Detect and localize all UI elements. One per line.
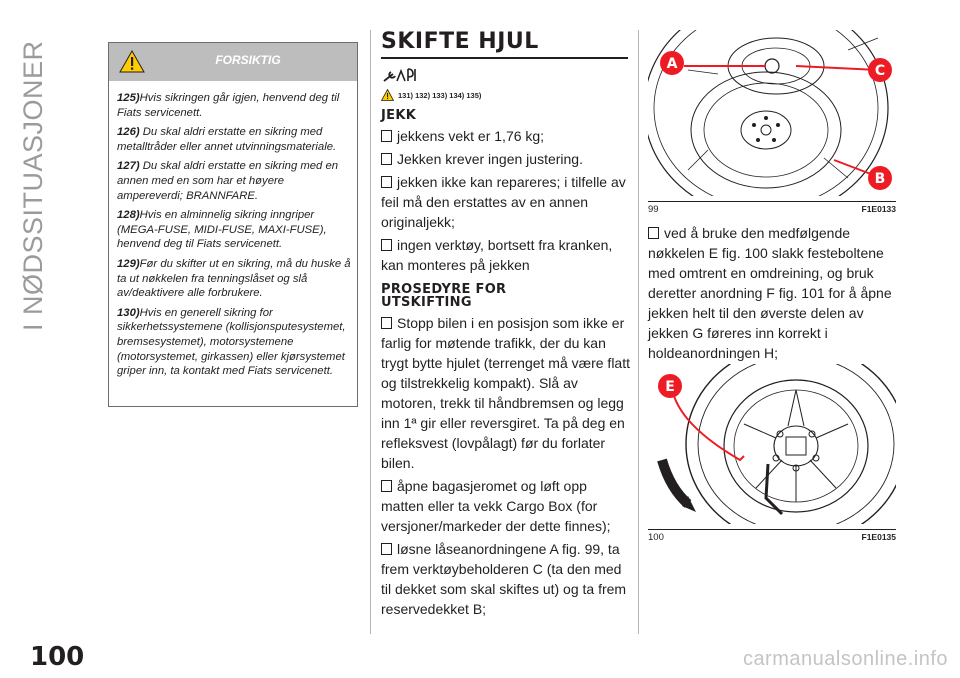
figure-code: F1E0135 xyxy=(861,532,896,542)
callout-b xyxy=(868,166,892,190)
figure-rule xyxy=(648,529,896,530)
callout-label: E xyxy=(665,379,675,395)
procedure-heading: PROSEDYRE FOR UTSKIFTING xyxy=(381,282,507,310)
figure-rule xyxy=(648,201,896,202)
tools-icon xyxy=(381,65,421,85)
checkbox-bullet-icon xyxy=(381,543,392,555)
column-divider xyxy=(638,30,639,634)
callout-e xyxy=(658,374,682,398)
figure-caption xyxy=(648,204,896,215)
wheel-bolts-illustration xyxy=(648,364,896,524)
column-divider xyxy=(370,30,371,634)
bullet-item: Stopp bilen i en posisjon som ikke er farlig for møtende trafikk, der du kan trygt bytte hjulet (terrenget må være flatt og tilstrekkelig kompakt). Slå av motoren, trekk til håndbremsen og legg inn 1ª gir eller reversgiret. Ta på deg en refleksvest (lovpålagt) før du forlater bilen. xyxy=(381,315,630,471)
callout-label: A xyxy=(666,56,678,72)
caution-note: 129)Før du skifter ut en sikring, må du huske å ta ut nøkkelen fra tenningslåset og slå av/deaktivere alle forbrukere. xyxy=(117,257,351,300)
bullet-item: Jekken krever ingen justering. xyxy=(381,149,631,169)
callout-c xyxy=(868,58,892,82)
checkbox-bullet-icon xyxy=(381,239,392,251)
figure-100 xyxy=(648,364,896,543)
jekk-heading: JEKK xyxy=(381,108,417,123)
checkbox-bullet-icon xyxy=(381,153,392,165)
spare-wheel-illustration xyxy=(648,30,896,196)
reference-row xyxy=(381,89,631,101)
bullet-item: ingen verktøy, bortsett fra kranken, kan monteres på jekken xyxy=(381,237,613,273)
chapter-title: I NØDSSITUASJONER xyxy=(18,40,48,331)
page-number: 100 xyxy=(30,642,85,672)
reference-numbers: 131) 132) 133) 134) 135) xyxy=(398,90,482,100)
figure-caption xyxy=(648,532,896,543)
bullet-item: åpne bagasjeromet og løft opp matten eller ta vekk Cargo Box (for versjoner/markeder der dette finnes); xyxy=(381,478,611,534)
figure-code: F1E0133 xyxy=(861,204,896,214)
caution-header xyxy=(109,43,357,81)
caution-box xyxy=(108,42,358,407)
checkbox-bullet-icon xyxy=(648,227,659,239)
checkbox-bullet-icon xyxy=(381,130,392,142)
checkbox-bullet-icon xyxy=(381,480,392,492)
checkbox-bullet-icon xyxy=(381,317,392,329)
main-column xyxy=(381,30,631,622)
caution-note: 130)Hvis en generell sikring for sikkerhetssystemene (kollisjonsputesystemet, bremsesystemet), motorsystemene (motorsystemet, girkassen) eller kjørsystemet griper inn, ta kontakt med Fiats servicenett. xyxy=(117,306,346,378)
bullet-item: jekkens vekt er 1,76 kg; xyxy=(381,126,631,146)
caution-title: FORSIKTIG xyxy=(215,53,281,67)
heading-rule xyxy=(381,57,628,59)
right-column xyxy=(648,223,898,366)
watermark: carmanualsonline.info xyxy=(742,648,948,670)
caution-note: 127) Du skal aldri erstatte en sikring med en annen med en som har et høyere ampereverdi; BRANNFARE. xyxy=(117,160,339,202)
callout-label: C xyxy=(874,63,886,79)
bullet-item: jekken ikke kan repareres; i tilfelle av feil må den erstattes av en annen originaljekk; xyxy=(381,174,626,230)
figure-number: 99 xyxy=(648,204,659,215)
checkbox-bullet-icon xyxy=(381,176,392,188)
warning-icon xyxy=(381,89,394,101)
callout-a xyxy=(660,51,684,75)
figure-99 xyxy=(648,30,896,215)
bullet-item: ved å bruke den medfølgende nøkkelen E fig. 100 slakk festeboltene med omtrent en omdreining, og bruk deretter anordning F fig. 101 for å åpne jekken helt til den øverste delen av jekken G føreres inn korrekt i holdeanordningen H; xyxy=(648,225,892,361)
caution-note: 128)Hvis en alminnelig sikring inngriper (MEGA-FUSE, MIDI-FUSE, MAXI-FUSE), henvend deg til Fiats servicenett. xyxy=(117,209,327,251)
caution-note: 126) Du skal aldri erstatte en sikring med metalltråder eller annet utvinningsmateriale. xyxy=(117,126,337,153)
caution-note: 125)Hvis sikringen går igjen, henvend deg til Fiats servicenett. xyxy=(117,92,340,119)
bullet-item: løsne låseanordningene A fig. 99, ta frem verktøybeholderen C (ta den med til dekket som skal skiftes ut) og ta frem reservedekket B; xyxy=(381,541,627,617)
caution-notes xyxy=(109,81,357,379)
callout-label: B xyxy=(874,171,886,187)
section-heading: SKIFTE HJUL xyxy=(381,29,539,54)
figure-number: 100 xyxy=(648,532,664,543)
